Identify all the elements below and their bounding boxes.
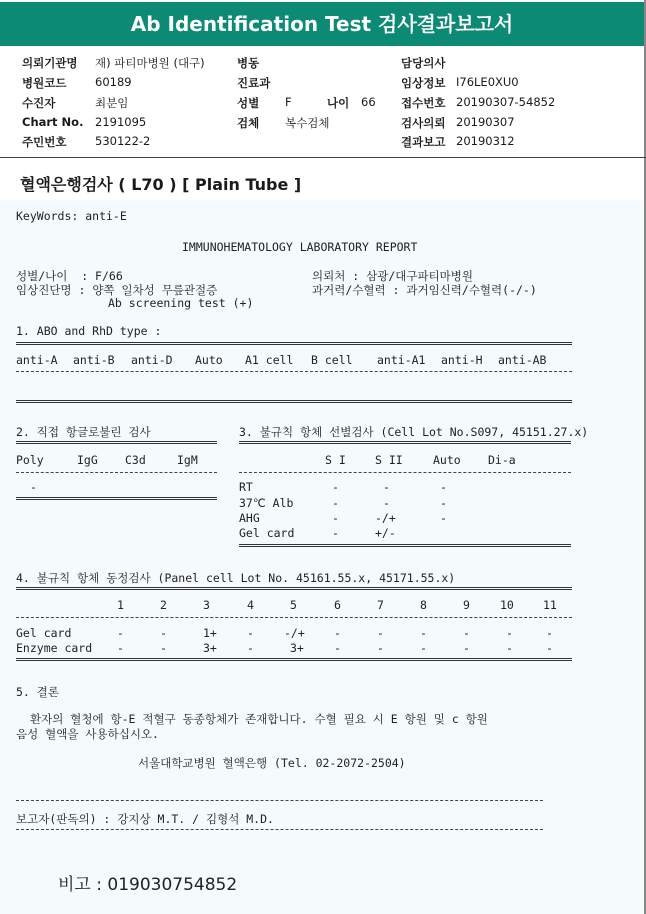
panel-cell: -	[334, 626, 341, 640]
screen-cell: +/-	[375, 526, 396, 540]
panel-cell: 3+	[203, 641, 217, 655]
age-value: 66	[361, 95, 376, 109]
transfusion-history: 과거력/수혈력 : 과거임신력/수혈력(-/-)	[312, 283, 537, 297]
request-date-value: 20190307	[456, 115, 515, 129]
screen-cell: -	[440, 496, 447, 510]
header-divider	[0, 157, 646, 158]
panel-cell: -	[420, 641, 427, 655]
keywords: KeyWords: anti-E	[16, 209, 127, 223]
report-date-value: 20190312	[456, 134, 515, 148]
panel-row-label: Gel card	[16, 626, 72, 640]
panel-cell: -	[117, 626, 124, 640]
dat-col-poly: Poly	[16, 453, 44, 467]
remark-number: 비고 : 019030754852	[58, 875, 238, 895]
panel-cell: -	[117, 641, 124, 655]
reception-label: 접수번호	[401, 96, 446, 110]
abo-col-b-cell: B cell	[311, 353, 353, 367]
panel-cell: -	[247, 641, 254, 655]
screen-col-auto: Auto	[433, 453, 461, 467]
panel-cell: -	[377, 626, 384, 640]
double-rule	[239, 441, 571, 444]
abo-section-title: 1. ABO and RhD type :	[16, 324, 162, 338]
double-rule	[16, 400, 572, 403]
panel-cell: -	[546, 641, 553, 655]
abo-col-anti-a: anti-A	[16, 353, 58, 367]
panel-section-title: 4. 불규칙 항체 동정검사 (Panel cell Lot No. 45161.55.x, 45171.55.x)	[16, 571, 456, 585]
panel-col: 4	[247, 598, 254, 612]
lab-report-title: IMMUNOHEMATOLOGY LABORATORY REPORT	[182, 240, 418, 254]
requester: 의뢰처 : 삼광/대구파티마병원	[312, 269, 474, 283]
abo-col-anti-b: anti-B	[73, 353, 115, 367]
panel-cell: -	[506, 641, 513, 655]
panel-col: 9	[463, 598, 470, 612]
abo-col-a1-cell: A1 cell	[245, 353, 294, 367]
screen-row-label: RT	[239, 480, 253, 494]
panel-col: 11	[543, 598, 557, 612]
screen-cell: -	[332, 496, 339, 510]
dat-col-c3d: C3d	[125, 453, 146, 467]
panel-col: 7	[377, 598, 384, 612]
dat-section-title: 2. 직접 항글로불린 검사	[16, 425, 151, 439]
dashed-rule	[16, 829, 543, 830]
section-title: 혈액은행검사 ( L70 ) [ Plain Tube ]	[20, 175, 302, 194]
sex-age: 성별/나이 : F/66	[16, 269, 123, 283]
sex-label: 성별	[237, 96, 260, 110]
dat-col-igg: IgG	[77, 453, 98, 467]
screen-col-s1: S I	[325, 453, 346, 467]
abo-col-anti-a1: anti-A1	[377, 353, 426, 367]
panel-row-label: Enzyme card	[16, 641, 93, 655]
hosp-code-label: 병원코드	[22, 76, 67, 90]
sex-value: F	[285, 95, 292, 109]
conclusion-section-title: 5. 결론	[16, 685, 59, 699]
reporter: 보고자(판독의) : 강지상 M.T. / 김형석 M.D.	[16, 812, 274, 826]
panel-cell: 1+	[203, 626, 217, 640]
screen-cell: -	[332, 526, 339, 540]
double-rule	[16, 441, 217, 444]
screen-row-label: AHG	[239, 511, 260, 525]
double-rule	[16, 658, 572, 661]
conclusion-line-1: 환자의 혈청에 항-E 적혈구 동종항체가 존재합니다. 수혈 필요 시 E 항원 및 c 항원	[30, 712, 488, 726]
dat-col-igm: IgM	[177, 453, 198, 467]
panel-col: 10	[500, 598, 514, 612]
panel-col: 1	[117, 598, 124, 612]
req-org-value: 재) 파티마병원 (대구)	[95, 56, 205, 70]
report-date-label: 결과보고	[401, 135, 446, 149]
abo-col-anti-ab: anti-AB	[498, 353, 547, 367]
reception-value: 20190307-54852	[456, 95, 556, 109]
request-date-label: 검사의뢰	[401, 116, 446, 130]
panel-col: 3	[203, 598, 210, 612]
screen-col-s2: S II	[375, 453, 403, 467]
hosp-code-value: 60189	[95, 75, 132, 89]
screen-cell: -	[383, 496, 390, 510]
panel-cell: -	[546, 626, 553, 640]
screening-section-title: 3. 불규칙 항체 선별검사 (Cell Lot No.S097, 45151.27.x)	[239, 425, 589, 439]
patient-value: 최분임	[95, 96, 129, 110]
panel-col: 5	[290, 598, 297, 612]
panel-cell: -	[377, 641, 384, 655]
patient-label: 수진자	[22, 96, 56, 110]
abo-col-anti-d: anti-D	[131, 353, 173, 367]
abo-col-anti-h: anti-H	[441, 353, 483, 367]
conclusion-line-2: 음성 혈액을 사용하십시오.	[16, 727, 159, 741]
id-label: 주민번호	[22, 135, 67, 149]
dept-label: 진료과	[237, 76, 271, 90]
screening-result: Ab screening test (+)	[108, 296, 254, 310]
panel-col: 2	[160, 598, 167, 612]
panel-cell: -	[463, 641, 470, 655]
specimen-label: 검체	[237, 116, 260, 130]
hospital-contact: 서울대학교병원 혈액은행 (Tel. 02-2072-2504)	[138, 756, 406, 770]
screen-cell: -	[332, 480, 339, 494]
dashed-rule	[16, 617, 572, 618]
clinical-label: 임상정보	[401, 76, 446, 90]
dashed-rule	[239, 472, 571, 473]
panel-cell: -	[160, 626, 167, 640]
screen-cell: -	[383, 480, 390, 494]
screen-cell: -	[440, 480, 447, 494]
screen-cell: -/+	[375, 511, 396, 525]
panel-cell: -	[160, 641, 167, 655]
double-rule	[16, 497, 217, 500]
chart-value: 2191095	[95, 115, 147, 129]
screen-cell: -	[332, 511, 339, 525]
panel-cell: -	[463, 626, 470, 640]
dashed-rule	[16, 371, 572, 372]
dat-result: -	[30, 480, 37, 494]
screen-row-label: Gel card	[239, 526, 295, 540]
id-value: 530122-2	[95, 134, 151, 148]
age-label: 나이	[327, 96, 350, 110]
double-rule	[16, 342, 572, 345]
screen-col-dia: Di-a	[488, 453, 516, 467]
panel-cell: -/+	[284, 626, 305, 640]
dashed-rule	[16, 472, 217, 473]
screen-cell: -	[440, 511, 447, 525]
diagnosis: 임상진단명 : 양쪽 일차성 무릎관절증	[16, 283, 218, 297]
ward-label: 병동	[237, 56, 260, 70]
doctor-label: 담당의사	[401, 56, 446, 70]
chart-label: Chart No.	[22, 115, 84, 129]
dashed-rule	[16, 800, 543, 801]
panel-cell: -	[247, 626, 254, 640]
panel-col: 6	[334, 598, 341, 612]
clinical-value: I76LE0XU0	[456, 75, 519, 89]
report-banner-title: Ab Identification Test 검사결과보고서	[0, 2, 644, 46]
lab-report-panel	[0, 200, 644, 914]
panel-col: 8	[420, 598, 427, 612]
panel-cell: -	[506, 626, 513, 640]
panel-cell: -	[420, 626, 427, 640]
abo-col-auto: Auto	[195, 353, 223, 367]
screen-row-label: 37℃ Alb	[239, 496, 294, 510]
panel-cell: -	[334, 641, 341, 655]
double-rule	[239, 544, 571, 547]
panel-cell: 3+	[290, 641, 304, 655]
double-rule	[16, 587, 572, 590]
req-org-label: 의뢰기관명	[22, 56, 78, 70]
specimen-value: 복수검체	[285, 116, 330, 130]
